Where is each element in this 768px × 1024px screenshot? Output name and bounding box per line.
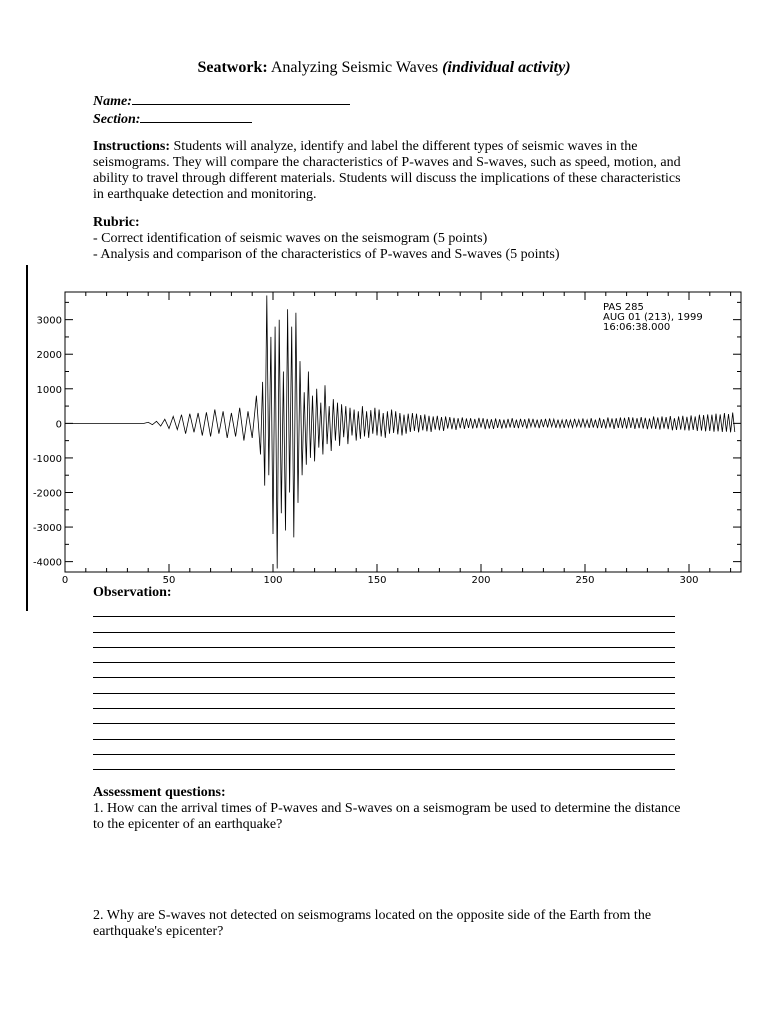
- y-tick-label: 3000: [36, 315, 62, 327]
- name-blank[interactable]: [132, 92, 350, 105]
- name-label: Name:: [93, 94, 132, 109]
- x-tick-label: 250: [575, 575, 595, 586]
- assessment-heading: Assessment questions:: [93, 785, 226, 800]
- y-tick-label: -3000: [32, 523, 62, 535]
- observation-label: Observation:: [93, 585, 172, 600]
- observation-line[interactable]: [93, 694, 675, 709]
- page-title: [0, 58, 768, 78]
- observation-line[interactable]: [93, 617, 675, 632]
- rubric-item: - Correct identification of seismic waves on the seismogram (5 points): [93, 231, 488, 246]
- observation-line[interactable]: [93, 633, 675, 648]
- section-blank[interactable]: [140, 110, 252, 123]
- section-label: Section:: [93, 112, 141, 127]
- rubric-item: - Analysis and comparison of the characteristics of P-waves and S-waves (5 points): [93, 247, 560, 262]
- x-tick-label: 50: [162, 575, 176, 586]
- rubric: [93, 215, 683, 263]
- instructions-text: Students will analyze, identify and label the different types of seismic waves in the seismograms. They will compare the characteristics of P-waves and S-waves, such as speed, motion, and ability to travel through different materials. Students will discuss the implications of these characteristics in earthquake detection and monitoring.: [93, 139, 681, 202]
- rubric-heading: Rubric:: [93, 215, 140, 230]
- x-tick-label: 200: [471, 575, 491, 586]
- x-tick-label: 300: [679, 575, 699, 586]
- station-stamp-line: AUG 01 (213), 1999: [603, 312, 703, 323]
- student-fields: [93, 92, 683, 128]
- observation-line[interactable]: [93, 663, 675, 678]
- observation-line[interactable]: [93, 740, 675, 755]
- margin-rule: [26, 265, 28, 611]
- title-italic: (individual activity): [442, 59, 571, 76]
- y-tick-label: -1000: [32, 453, 62, 465]
- x-tick-label: 100: [263, 575, 283, 586]
- assessment: [93, 785, 683, 833]
- y-tick-label: -4000: [32, 557, 62, 569]
- y-tick-label: -2000: [32, 488, 62, 500]
- question-2-block: [93, 908, 683, 940]
- seismogram-chart: [30, 288, 746, 588]
- y-tick-label: 1000: [36, 384, 62, 396]
- name-field[interactable]: [93, 92, 683, 110]
- y-tick-label: 2000: [36, 350, 62, 362]
- title-main: Analyzing Seismic Waves: [270, 59, 439, 76]
- instructions: [93, 139, 683, 203]
- y-tick-label: 0: [55, 419, 62, 431]
- title-bold: Seatwork:: [197, 59, 268, 76]
- section-field[interactable]: [93, 110, 683, 128]
- observation-heading: [93, 585, 683, 601]
- plot-frame: [65, 292, 741, 572]
- question-2: 2. Why are S-waves not detected on seismograms located on the opposite side of the Earth from the earthquake's epicenter?: [93, 908, 652, 939]
- observation-line[interactable]: [93, 648, 675, 663]
- station-stamp-line: 16:06:38.000: [603, 322, 671, 333]
- observation-line[interactable]: [93, 709, 675, 724]
- observation-line[interactable]: [93, 724, 675, 739]
- x-tick-label: 0: [61, 575, 69, 586]
- seismic-trace: [65, 296, 735, 569]
- observation-line[interactable]: [93, 755, 675, 770]
- observation-line[interactable]: [93, 678, 675, 693]
- instructions-label: Instructions:: [93, 139, 171, 154]
- station-stamp-line: PAS 285: [603, 302, 644, 313]
- observation-lines[interactable]: [93, 602, 675, 770]
- observation-line[interactable]: [93, 602, 675, 617]
- question-1: 1. How can the arrival times of P-waves and S-waves on a seismogram be used to determine the distance to the epicenter of an earthquake?: [93, 801, 681, 832]
- x-tick-label: 150: [367, 575, 387, 586]
